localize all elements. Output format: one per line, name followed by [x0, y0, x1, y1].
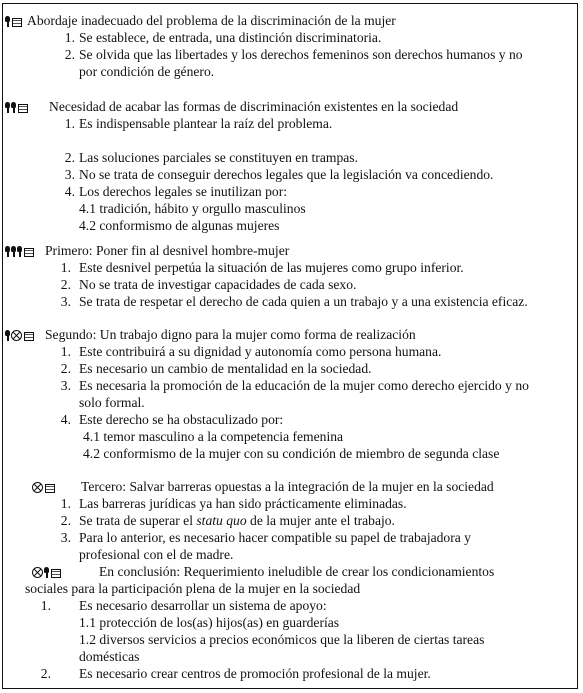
list-item — [3, 665, 577, 682]
outline-symbols — [5, 101, 28, 113]
sub-item: 4.1 temor masculino a la competencia femenina — [83, 429, 344, 444]
item-text: Este derecho se ha obstaculizado por: — [79, 412, 284, 427]
item-number: 3. — [60, 378, 71, 393]
list-item — [3, 293, 577, 310]
item-number: 2. — [60, 513, 71, 528]
list-item — [3, 166, 577, 183]
list-item — [3, 115, 577, 132]
item-text-italic: statu quo — [196, 513, 247, 528]
document-icon — [24, 248, 34, 257]
heading-text: Necesidad de acabar las formas de discriminación existentes en la sociedad — [49, 99, 459, 114]
section-heading — [3, 326, 577, 343]
item-number: 1. — [60, 260, 71, 275]
sub-item-continuation: domésticas — [79, 649, 140, 664]
outline-symbols — [32, 481, 55, 493]
list-item — [3, 343, 577, 360]
outline-symbols — [5, 245, 34, 257]
list-item-continuation — [3, 546, 577, 563]
item-text: Las barreras jurídicas ya han sido prácticamente eliminadas. — [79, 496, 407, 511]
list-item — [3, 29, 577, 46]
item-number: 4. — [64, 184, 75, 199]
item-text: Es necesaria la promoción de la educación de la mujer como derecho ejercido y no — [79, 378, 529, 393]
item-text-part: Se trata de superar el — [79, 513, 197, 528]
item-number: 2. — [64, 150, 75, 165]
pin-icon — [5, 246, 10, 257]
item-text: por condición de género. — [79, 64, 215, 79]
item-text — [79, 512, 395, 529]
heading-text: Tercero: Salvar barreras opuestas a la integración de la mujer en la sociedad — [81, 479, 494, 494]
section-tercero — [3, 478, 577, 563]
document-icon — [24, 332, 34, 341]
list-item — [3, 46, 577, 63]
sub-item: 4.1 tradición, hábito y orgullo masculinos — [79, 201, 306, 216]
pin-icon — [5, 330, 10, 341]
pin-icon — [11, 246, 16, 257]
pin-icon — [11, 102, 16, 113]
section-heading — [3, 478, 577, 495]
section-heading — [3, 98, 577, 115]
sub-item: 1.2 diversos servicios a precios económicos que la liberen de ciertas tareas — [79, 632, 485, 647]
list-item — [3, 183, 577, 200]
section-heading — [3, 12, 577, 29]
list-item — [3, 512, 577, 529]
list-item — [3, 360, 577, 377]
outline-symbols — [5, 15, 22, 27]
item-text: Para lo anterior, es necesario hacer compatible su papel de trabajadora y — [79, 530, 471, 545]
section-primero — [3, 242, 577, 310]
item-text: Es indispensable plantear la raíz del problema. — [79, 116, 333, 131]
circled-x-icon — [32, 567, 43, 578]
heading-text: En conclusión: Requerimiento ineludible de crear los condicionamientos — [99, 564, 495, 579]
pin-icon — [5, 16, 10, 27]
item-number: 3. — [64, 167, 75, 182]
list-item — [3, 529, 577, 546]
item-text: profesional con el de madre. — [79, 547, 234, 562]
sub-item: 4.2 conformismo de la mujer con su condición de miembro de segunda clase — [83, 446, 500, 461]
item-number: 1. — [64, 116, 75, 131]
item-text: No se trata de conseguir derechos legales que la legislación va concediendo. — [79, 167, 494, 182]
item-number: 3. — [60, 530, 71, 545]
item-text: Se trata de respetar el derecho de cada quien a un trabajo y a una existencia eficaz. — [79, 294, 528, 309]
section-heading — [3, 563, 577, 580]
section-heading — [3, 242, 577, 259]
document-icon — [12, 18, 22, 27]
circled-x-icon — [11, 330, 22, 341]
item-number: 2. — [60, 361, 71, 376]
item-text: Se olvida que las libertades y los derechos femeninos son derechos humanos y no — [79, 47, 523, 62]
pin-icon — [44, 567, 49, 578]
pin-icon — [17, 246, 22, 257]
section-segundo — [3, 326, 577, 462]
item-number: 4. — [60, 412, 71, 427]
item-text: Las soluciones parciales se constituyen en trampas. — [79, 150, 358, 165]
item-text: Se establece, de entrada, una distinción discriminatoria. — [79, 30, 382, 45]
list-item-continuation — [3, 63, 577, 80]
pin-icon — [5, 102, 10, 113]
heading-text: Segundo: Un trabajo digno para la mujer como forma de realización — [45, 327, 416, 342]
item-text: Es necesario crear centros de promoción profesional de la mujer. — [79, 666, 431, 681]
list-item-continuation — [3, 394, 577, 411]
list-item — [3, 149, 577, 166]
item-text: Es necesario desarrollar un sistema de apoyo: — [79, 598, 327, 613]
heading-text: Abordaje inadecuado del problema de la discriminación de la mujer — [27, 13, 396, 28]
item-number: 1. — [64, 30, 75, 45]
document-icon — [45, 484, 55, 493]
list-item — [3, 597, 577, 614]
item-text: Los derechos legales se inutilizan por: — [79, 184, 287, 199]
sub-item: 4.2 conformismo de algunas mujeres — [79, 218, 280, 233]
heading-text: Primero: Poner fin al desnivel hombre-mujer — [45, 243, 290, 258]
list-item — [3, 377, 577, 394]
item-text-part: de la mujer ante el trabajo. — [246, 513, 395, 528]
item-text: Este desnivel perpetúa la situación de las mujeres como grupo inferior. — [79, 260, 464, 275]
item-number: 1. — [60, 344, 71, 359]
item-number: 2. — [40, 666, 51, 681]
item-text: Es necesario un cambio de mentalidad en la sociedad. — [79, 361, 372, 376]
item-number: 1. — [40, 598, 51, 613]
sub-item: 1.1 protección de los(as) hijos(as) en guarderías — [79, 615, 340, 630]
section-abordaje — [3, 12, 577, 80]
document-icon — [51, 569, 61, 578]
heading-text: sociales para la participación plena de la mujer en la sociedad — [25, 581, 361, 596]
section-necesidad — [3, 98, 577, 234]
item-text: solo formal. — [79, 395, 145, 410]
list-item — [3, 495, 577, 512]
list-item — [3, 276, 577, 293]
outline-symbols — [5, 329, 34, 341]
section-conclusion — [3, 563, 577, 682]
item-text: No se trata de investigar capacidades de cada sexo. — [79, 277, 357, 292]
item-number: 1. — [60, 496, 71, 511]
item-number: 2. — [64, 47, 75, 62]
item-number: 2. — [60, 277, 71, 292]
section-heading-continuation — [3, 580, 577, 597]
list-item — [3, 411, 577, 428]
document-icon — [18, 104, 28, 113]
outline-document — [2, 3, 578, 689]
outline-symbols — [32, 566, 61, 578]
circled-x-icon — [32, 482, 43, 493]
item-number: 3. — [60, 294, 71, 309]
item-text: Este contribuirá a su dignidad y autonomía como persona humana. — [79, 344, 442, 359]
list-item — [3, 259, 577, 276]
